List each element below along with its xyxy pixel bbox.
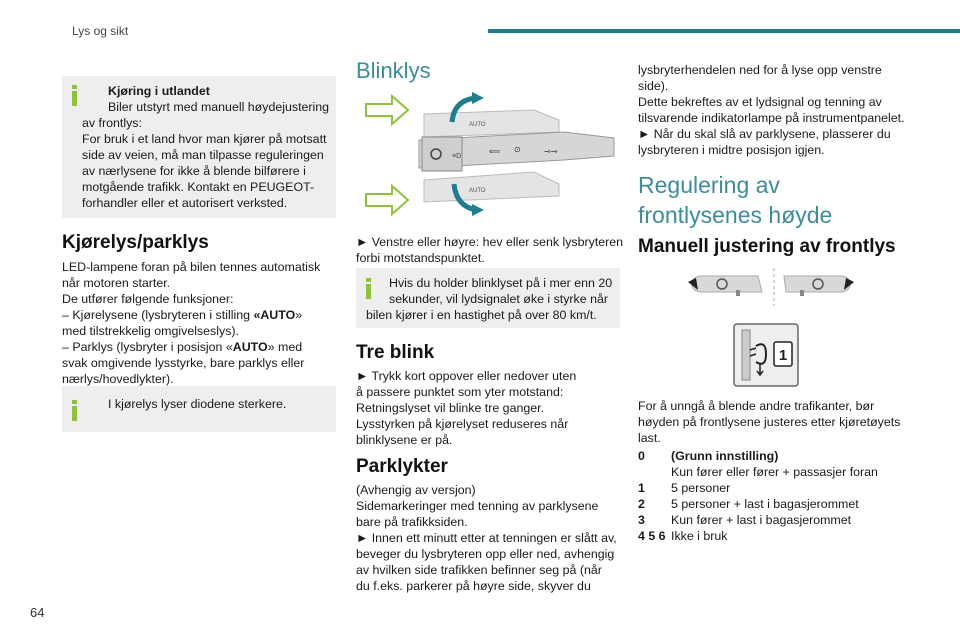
- settings-row: 4 5 6 Ikke i bruk: [638, 529, 728, 543]
- paragraph-line: forbi motstandspunktet.: [356, 251, 485, 265]
- info-icon: [72, 85, 77, 106]
- arrow-outline-icon: [366, 96, 408, 124]
- indicator-lever-illustration: [364, 92, 624, 222]
- paragraph-line: beveger du lysbryteren opp eller ned, avhengig: [356, 547, 615, 561]
- info-icon: [366, 278, 371, 299]
- paragraph-line: side).: [638, 79, 669, 93]
- paragraph-line: – Kjørelysene (lysbryteren i stilling «AUTO»: [62, 308, 303, 322]
- section-title-daytime-lights: Kjørelys/parklys: [62, 232, 209, 253]
- info-box-line: av nærlysene for ikke å blende bilførere i: [82, 164, 306, 178]
- info-box-line: bilen kjører i en hastighet på over 80 km/t.: [366, 308, 597, 322]
- info-box-indicator-duration: [356, 268, 620, 328]
- info-box-line: Biler utstyrt med manuell høydejustering: [108, 100, 330, 114]
- svg-text:⊙: ⊙: [514, 145, 521, 154]
- settings-row: 3 Kun fører + last i bagasjerommet: [638, 513, 852, 527]
- section-title-three-blinks: Tre blink: [356, 342, 435, 363]
- section-title-parking-lights: Parklykter: [356, 456, 448, 477]
- paragraph-line: ► Venstre eller høyre: hev eller senk lysbryteren: [356, 235, 624, 249]
- lever-label-auto: AUTO: [469, 188, 486, 194]
- paragraph-line: av hvilken side trafikken befinner seg på (når: [356, 563, 602, 577]
- info-box-line: av frontlys:: [82, 116, 142, 130]
- paragraph-line: bare på trafikksiden.: [356, 515, 468, 529]
- info-box-title: Kjøring i utlandet: [108, 84, 210, 98]
- section-title-indicators: Blinklys: [356, 58, 431, 83]
- subsection-title-manual-adjust: Manuell justering av frontlys: [638, 236, 896, 257]
- headlight-dial-icon: [734, 324, 798, 386]
- svg-text:≡D: ≡D: [452, 153, 462, 160]
- paragraph-line: For å unngå å blende andre trafikanter, bør: [638, 399, 875, 413]
- header-accent-bar: [488, 29, 960, 33]
- chapter-title: Lys og sikt: [72, 24, 129, 38]
- svg-text:⊸⊸: ⊸⊸: [544, 147, 558, 156]
- section-title-headlight-adjust: Regulering av: [638, 172, 780, 198]
- settings-row: 2 5 personer + last i bagasjerommet: [638, 497, 859, 511]
- load-settings-list: [638, 448, 920, 544]
- section-title-headlight-adjust: frontlysenes høyde: [638, 202, 833, 228]
- paragraph-line: tilsvarende indikatorlampe på instrumentpanelet.: [638, 111, 905, 125]
- info-box-line: For bruk i et land hvor man kjører på motsatt: [82, 132, 327, 146]
- paragraph-line: last.: [638, 431, 661, 445]
- column-left: [62, 56, 340, 411]
- info-icon: [72, 400, 77, 421]
- paragraph-line: høyden på frontlysene justeres etter kjøretøyets: [638, 415, 901, 429]
- paragraph-line: ► Innen ett minutt etter at tenningen er slått av,: [356, 531, 617, 545]
- svg-text:⟸: ⟸: [489, 147, 501, 156]
- paragraph-line: Lysstyrken på kjørelyset reduseres når: [356, 417, 569, 431]
- paragraph-line: når motoren starter.: [62, 276, 171, 290]
- info-box-line: motgående trafikk. Kontakt en PEUGEOT-: [82, 180, 315, 194]
- paragraph-line: Retningslyset vil blinke tre ganger.: [356, 401, 545, 415]
- arrow-outline-icon: [366, 186, 408, 214]
- paragraph-line: De utfører følgende funksjoner:: [62, 292, 234, 306]
- settings-row: 0 (Grunn innstilling): [638, 449, 779, 463]
- paragraph-line: ► Når du skal slå av parklysene, plasserer du: [638, 127, 891, 141]
- paragraph-line: svak omgivende lysstyrke, bare parklys eller: [62, 356, 305, 370]
- paragraph-line: nærlys/hovedlykter).: [62, 372, 174, 386]
- paragraph-line: blinklysene er på.: [356, 433, 453, 447]
- info-box-diodes: [62, 386, 336, 432]
- paragraph-line: – Parklys (lysbryter i posisjon «AUTO» med: [62, 340, 303, 354]
- car-front-icon: [784, 276, 854, 296]
- paragraph-line: Dette bekreftes av et lydsignal og tenning av: [638, 95, 882, 109]
- info-box-line: forhandler eller et autorisert verksted.: [82, 196, 288, 210]
- paragraph-line: LED-lampene foran på bilen tennes automatisk: [62, 260, 321, 274]
- page-number: 64: [30, 605, 45, 620]
- headlight-adjust-illustration: [688, 266, 858, 390]
- car-front-icon: [688, 276, 762, 296]
- info-box-line: I kjørelys lyser diodene sterkere.: [108, 397, 287, 411]
- column-middle: [356, 56, 624, 593]
- info-box-line: Hvis du holder blinklyset på i mer enn 20: [389, 276, 613, 290]
- dial-value: 1: [778, 347, 788, 364]
- paragraph-line: lysbryteren i midtre posisjon igjen.: [638, 143, 825, 157]
- paragraph-line: ► Trykk kort oppover eller nedover uten: [356, 369, 577, 383]
- paragraph-line: lysbryterhendelen ned for å lyse opp venstre: [638, 63, 882, 77]
- lever-label-auto: AUTO: [469, 122, 486, 128]
- info-box-line: side av veien, må man tilpasse reguleringen: [82, 148, 324, 162]
- paragraph-line: du f.eks. parkerer på høyre side, skyver du: [356, 579, 591, 593]
- paragraph-line: (Avhengig av versjon): [356, 483, 476, 497]
- lever-switch-icon: [419, 110, 614, 202]
- paragraph-line: å passere punktet som yter motstand:: [356, 385, 564, 399]
- settings-row: Kun fører eller fører + passasjer foran: [671, 465, 878, 479]
- paragraph-line: Sidemarkeringer med tenning av parklysene: [356, 499, 599, 513]
- settings-row: 1 5 personer: [638, 481, 731, 495]
- paragraph-line: med tilstrekkelig omgivelseslys).: [62, 324, 239, 338]
- info-box-line: sekunder, vil lydsignalet øke i styrke når: [389, 292, 608, 306]
- info-box-driving-abroad: [62, 76, 336, 218]
